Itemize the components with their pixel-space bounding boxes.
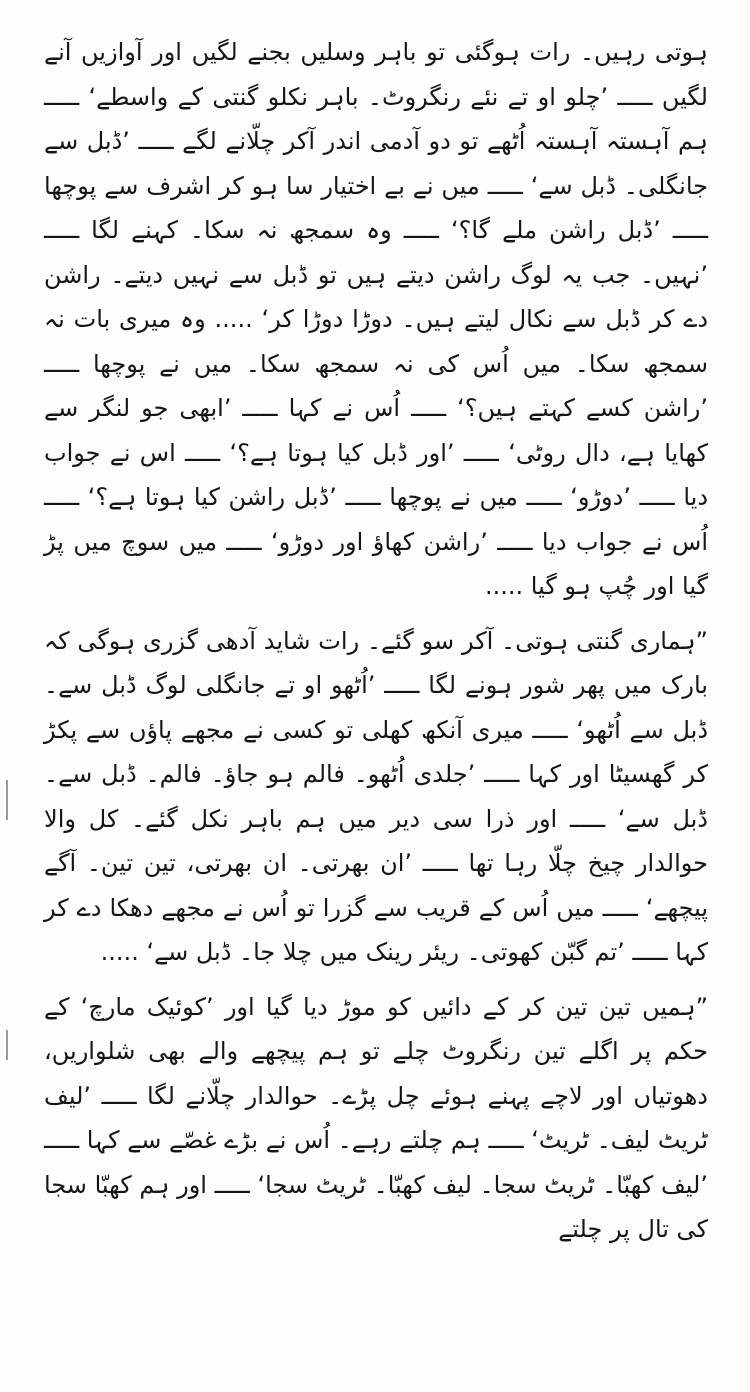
scan-edge-mark (6, 1030, 8, 1060)
paragraph-2: ”ہماری گنتی ہوتی۔ آکر سو گئے۔ رات شاید آدھی گزری ہوگی کہ بارک میں پھر شور ہونے لگا ـــــ ’اُٹھو او تے جانگلی لوگ ڈبل سے۔ ڈبل سے اُٹھو‘ ـــــ میری آنکھ کھلی تو کسی نے مجھے پاؤں سے پکڑ کر گھسیٹا اور کہا ـــــ ’جلدی اُٹھو۔ فالم ہو جاؤ۔ فالم۔ ڈبل سے۔ ڈبل سے‘ ـــــ اور ذرا سی دیر میں ہم باہر نکل گئے۔ کل والا حوالدار چیخ چلّا رہا تھا ـــــ ’ان بھرتی۔ ان بھرتی، تین تین۔ آگے پیچھے‘ ـــــ میں اُس کے قریب سے گزرا تو اُس نے مجھے دھکا دے کر کہا ـــــ ’تم گبّن کھوتی۔ ریئر رینک میں چلا جا۔ ڈبل سے‘ ..... (44, 626, 708, 966)
paragraph-1: ہوتی رہیں۔ رات ہوگئی تو باہر وسلیں بجنے لگیں اور آوازیں آنے لگیں ـــــ ’چلو او تے نئے رنگروٹ۔ باہر نکلو گنتی کے واسطے‘ ـــــ ہم آہستہ آہستہ اُٹھے تو دو آدمی اندر آکر چلّانے لگے ـــــ ’ڈبل سے جانگلی۔ ڈبل سے‘ ـــــ میں نے بے اختیار سا ہو کر اشرف سے پوچھا ـــــ ’ڈبل راشن ملے گا؟‘ ـــــ وہ سمجھ نہ سکا۔ کہنے لگا ـــــ ’نہیں۔ جب یہ لوگ راشن دیتے ہیں تو ڈبل سے نہیں دیتے۔ راشن دے کر ڈبل سے نکال لیتے ہیں۔ دوڑا دوڑا کر‘ ..... وہ میری بات نہ سمجھ سکا۔ میں اُس کی نہ سمجھ سکا۔ میں نے پوچھا ـــــ ’راشن کسے کہتے ہیں؟‘ ـــــ اُس نے کہا ـــــ ’ابھی جو لنگر سے کھایا ہے، دال روٹی‘ ـــــ ’اور ڈبل کیا ہوتا ہے؟‘ ـــــ اس نے جواب دیا ـــــ ’دوڑو‘ ـــــ میں نے پوچھا ـــــ ’ڈبل راشن کیا ہوتا ہے؟‘ ـــــ اُس نے جواب دیا ـــــ ’راشن کھاؤ اور دوڑو‘ ـــــ میں سوچ میں پڑ گیا اور چُپ ہو گیا ..... (44, 38, 708, 600)
scan-edge-mark (6, 780, 8, 820)
paragraph-3: ”ہمیں تین تین کر کے دائیں کو موڑ دیا گیا اور ’کوئیک مارچ‘ کے حکم پر اگلے تین رنگروٹ چلے تو ہم پیچھے والے بھی شلواریں، دھوتیاں اور لاچے پہنے ہوئے چل پڑے۔ حوالدار چلّانے لگا ـــــ ’لیف ٹریٹ لیف۔ ٹریٹ‘ ـــــ ہم چلتے رہے۔ اُس نے بڑے غصّے سے کہا ـــــ ’لیف کھبّا۔ ٹریٹ سجا۔ لیف کھبّا۔ ٹریٹ سجا‘ ـــــ اور ہم کھبّا سجا کی تال پر چلتے (44, 992, 708, 1243)
